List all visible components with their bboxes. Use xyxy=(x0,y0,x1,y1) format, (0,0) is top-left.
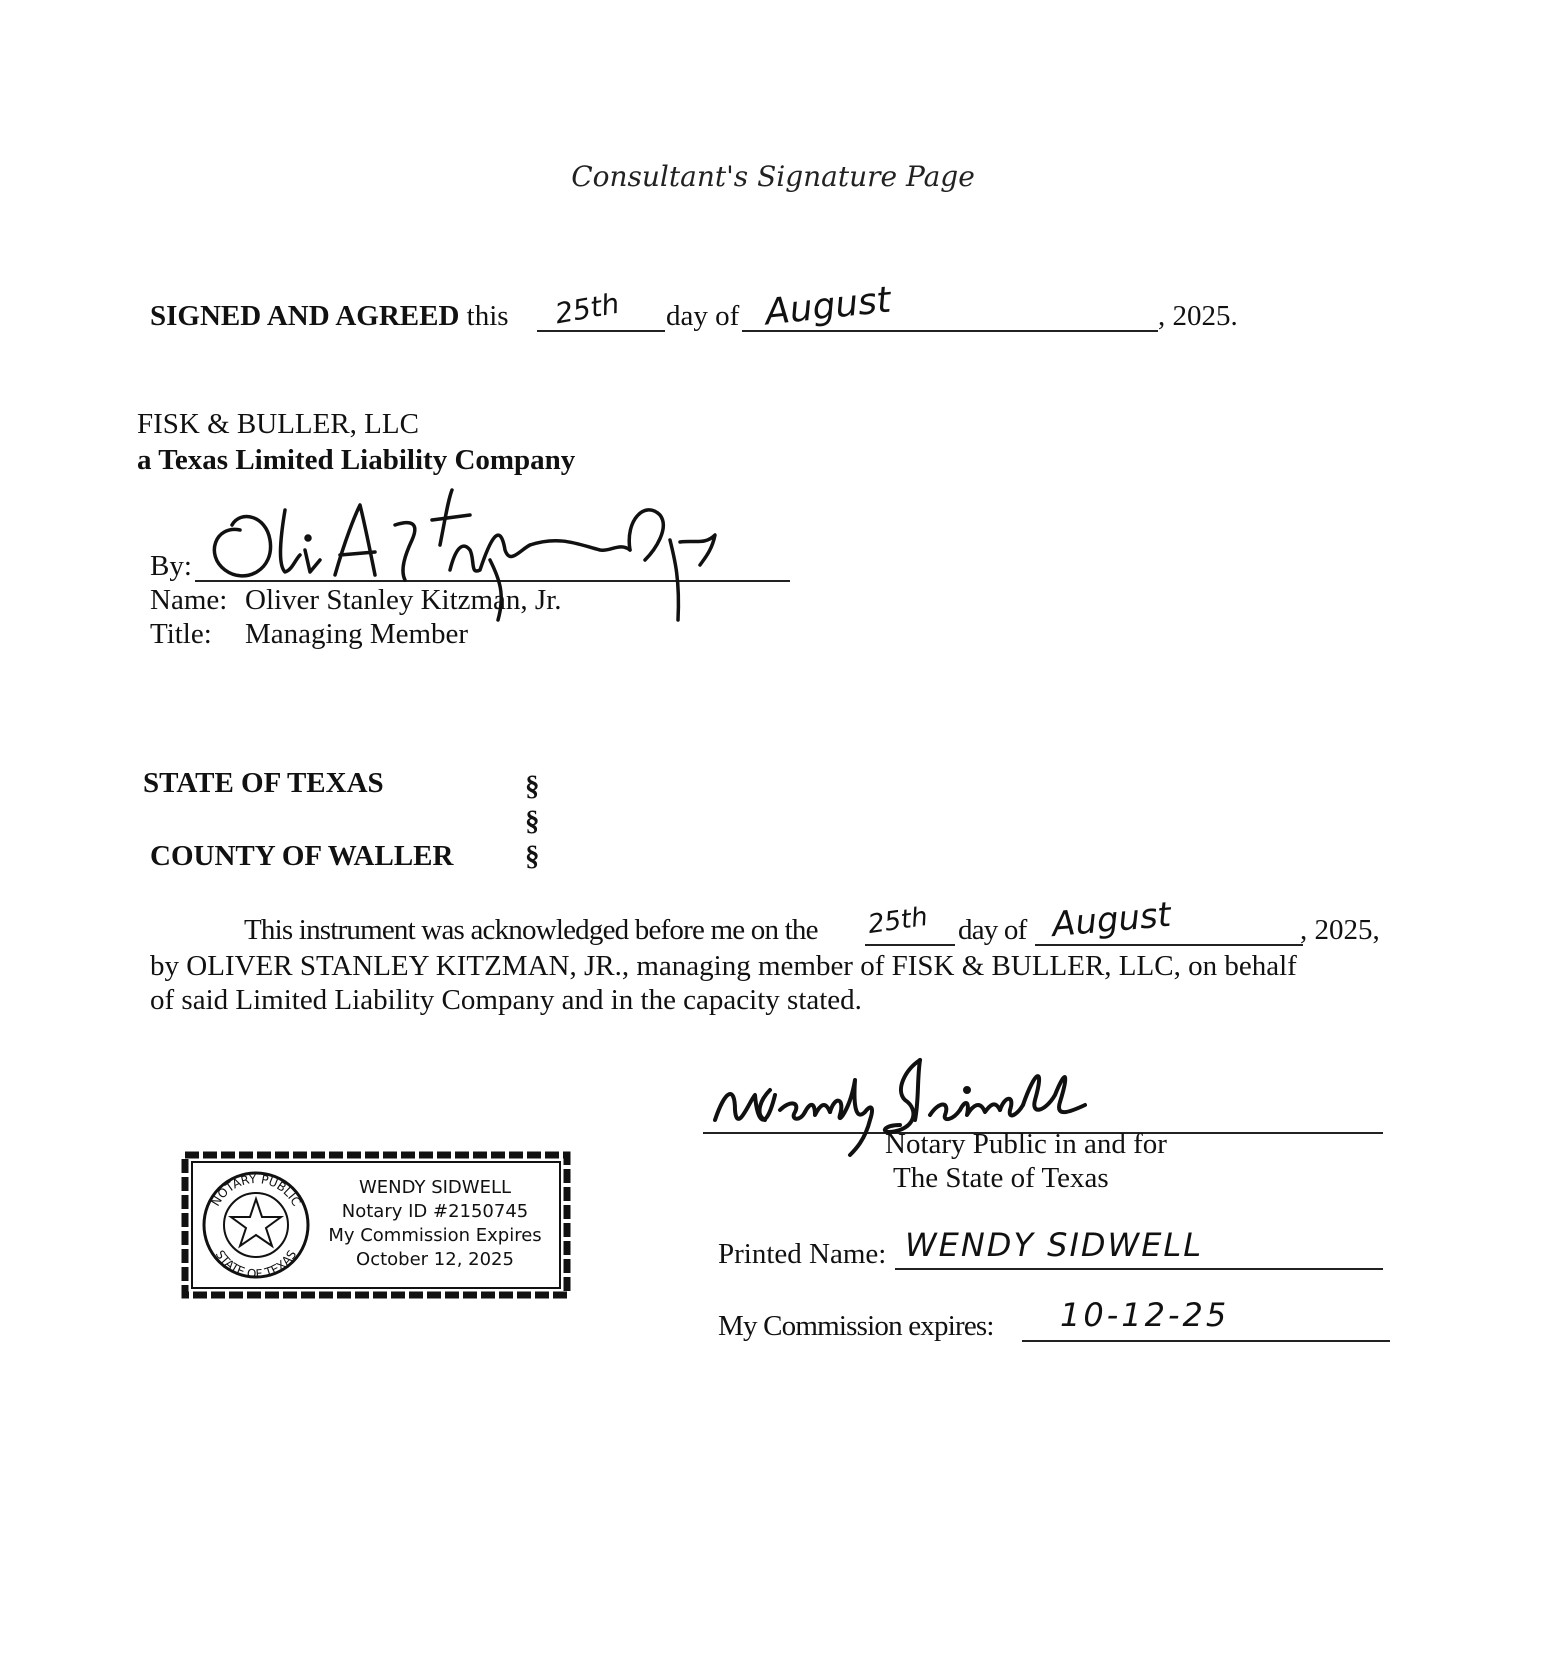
year-label: , 2025. xyxy=(1158,300,1238,332)
ack-lead: This instrument was acknowledged before me on the xyxy=(244,914,818,946)
name-value: Oliver Stanley Kitzman, Jr. xyxy=(245,584,562,616)
ack-day-blank xyxy=(865,944,955,946)
commission-label: My Commission expires: xyxy=(718,1310,994,1342)
state-label: STATE OF TEXAS xyxy=(143,767,384,799)
seal-name: WENDY SIDWELL xyxy=(358,1177,512,1198)
handwritten-day: 25th xyxy=(552,286,622,331)
section-symbol-2: § xyxy=(525,805,540,837)
ack-line-3: of said Limited Liability Company and in the capacity stated. xyxy=(150,984,862,1016)
svg-text:NOTARY PUBLIC: NOTARY PUBLIC xyxy=(208,1171,304,1209)
this-label: this xyxy=(466,300,509,332)
notary-public-line-1: Notary Public in and for xyxy=(885,1128,1167,1160)
seal-text xyxy=(320,1176,550,1272)
day-of-label: day of xyxy=(666,300,740,332)
seal-id: Notary ID #2150745 xyxy=(341,1201,529,1222)
page-title: Consultant's Signature Page xyxy=(571,160,975,193)
title-label: Title: xyxy=(150,618,212,650)
svg-text:STATE OF TEXAS: STATE OF TEXAS xyxy=(212,1247,300,1282)
printed-name-blank xyxy=(895,1268,1383,1270)
signed-agreed-label: SIGNED AND AGREED xyxy=(150,300,460,332)
commission-value: 10-12-25 xyxy=(1060,1296,1230,1334)
commission-blank xyxy=(1022,1340,1390,1342)
handwritten-month: August xyxy=(763,279,893,334)
ack-handwritten-month: August xyxy=(1050,894,1173,946)
title-value: Managing Member xyxy=(245,618,469,650)
by-label: By: xyxy=(150,550,192,582)
day-blank xyxy=(537,330,665,332)
section-symbol-1: § xyxy=(525,770,540,802)
printed-name-label: Printed Name: xyxy=(718,1238,887,1270)
company-name: FISK & BULLER, LLC xyxy=(137,408,419,440)
notary-public-line-2: The State of Texas xyxy=(893,1162,1109,1194)
company-type: a Texas Limited Liability Company xyxy=(137,444,576,476)
name-label: Name: xyxy=(150,584,228,616)
seal-expires-label: My Commission Expires xyxy=(328,1225,542,1246)
month-blank xyxy=(742,330,1158,332)
county-label: COUNTY OF WALLER xyxy=(150,840,454,872)
ack-line-2: by OLIVER STANLEY KITZMAN, JR., managing member of FISK & BULLER, LLC, on behalf xyxy=(150,950,1297,982)
ack-year: , 2025, xyxy=(1300,914,1380,946)
seal-expires-date: October 12, 2025 xyxy=(356,1249,514,1270)
ack-day-of-label: day of xyxy=(958,914,1027,946)
ack-handwritten-day: 25th xyxy=(866,901,930,941)
ack-month-blank xyxy=(1035,944,1303,946)
section-symbol-3: § xyxy=(525,840,540,872)
signed-agreed-line xyxy=(150,300,509,333)
printed-name-value: WENDY SIDWELL xyxy=(905,1226,1204,1264)
